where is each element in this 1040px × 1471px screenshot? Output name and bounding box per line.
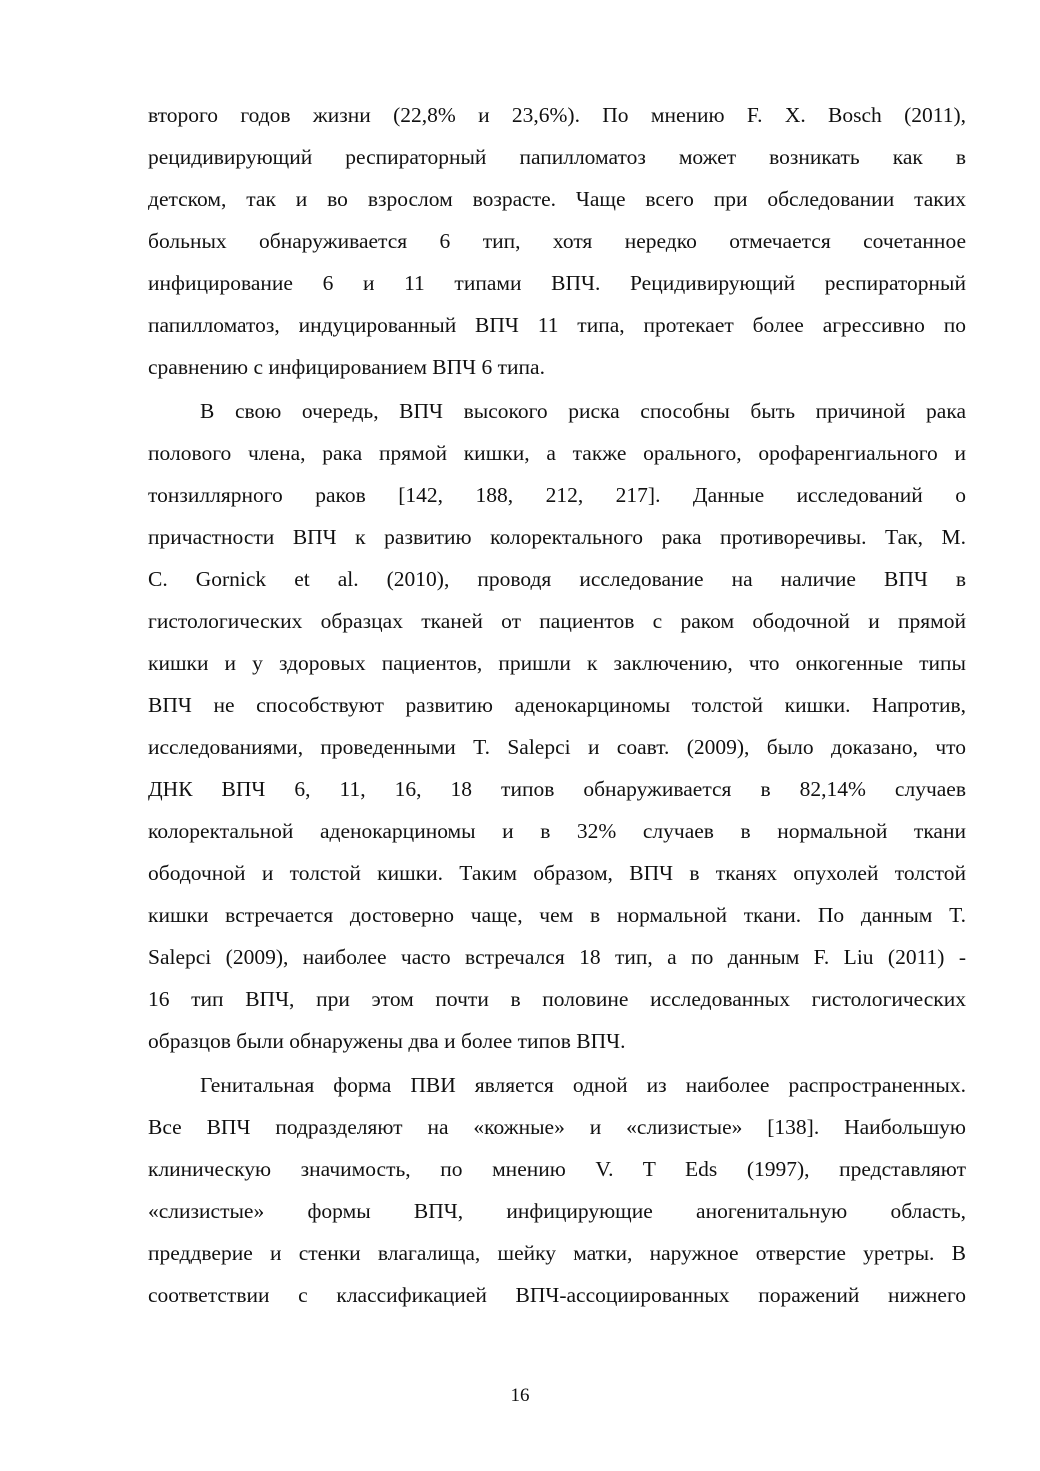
text-line: сравнению с инфицированием ВПЧ 6 типа. xyxy=(148,355,545,379)
text-line: больных обнаруживается 6 тип, хотя нередко отмечается сочетанное xyxy=(148,229,966,253)
text-line: соответствии с классификацией ВПЧ-ассоциированных поражений нижнего xyxy=(148,1283,966,1307)
text-line: ободочной и толстой кишки. Таким образом, ВПЧ в тканях опухолей толстой xyxy=(148,861,966,885)
text-line: Генитальная форма ПВИ является одной из наиболее распространенных. xyxy=(200,1073,966,1097)
text-line: кишки и у здоровых пациентов, пришли к заключению, что онкогенные типы xyxy=(148,651,966,675)
text-line: В свою очередь, ВПЧ высокого риска способны быть причиной рака xyxy=(200,399,966,423)
text-line: образцов были обнаружены два и более типов ВПЧ. xyxy=(148,1029,626,1053)
text-line: 16 тип ВПЧ, при этом почти в половине исследованных гистологических xyxy=(148,987,966,1011)
page-number: 16 xyxy=(510,1385,530,1406)
text-line: клиническую значимость, по мнению V. T Eds (1997), представляют xyxy=(148,1157,966,1181)
text-line: «слизистые» формы ВПЧ, инфицирующие аногенитальную область, xyxy=(148,1199,966,1223)
text-line: кишки встречается достоверно чаще, чем в нормальной ткани. По данным T. xyxy=(148,903,966,927)
text-line: инфицирование 6 и 11 типами ВПЧ. Рецидивирующий респираторный xyxy=(148,271,966,295)
text-line: детском, так и во взрослом возрасте. Чаще всего при обследовании таких xyxy=(148,187,966,211)
text-line: ВПЧ не способствуют развитию аденокарциномы толстой кишки. Напротив, xyxy=(148,693,966,717)
text-line: Salepci (2009), наиболее часто встречался 18 тип, а по данным F. Liu (2011) - xyxy=(148,945,966,969)
text-line: колоректальной аденокарциномы и в 32% случаев в нормальной ткани xyxy=(148,819,966,843)
text-line: второго годов жизни (22,8% и 23,6%). По мнению F. X. Bosch (2011), xyxy=(148,103,966,127)
text-line: папилломатоз, индуцированный ВПЧ 11 типа, протекает более агрессивно по xyxy=(148,313,966,337)
text-line: Все ВПЧ подразделяют на «кожные» и «слизистые» [138]. Наибольшую xyxy=(148,1115,966,1139)
text-line: C. Gornick et al. (2010), проводя исследование на наличие ВПЧ в xyxy=(148,567,966,591)
text-line: преддверие и стенки влагалища, шейку матки, наружное отверстие уретры. В xyxy=(148,1241,966,1265)
text-line: исследованиями, проведенными T. Salepci и соавт. (2009), было доказано, что xyxy=(148,735,966,759)
text-line: гистологических образцах тканей от пациентов с раком ободочной и прямой xyxy=(148,609,966,633)
text-line: ДНК ВПЧ 6, 11, 16, 18 типов обнаруживается в 82,14% случаев xyxy=(148,777,966,801)
text-line: рецидивирующий респираторный папилломатоз может возникать как в xyxy=(148,145,966,169)
text-line: полового члена, рака прямой кишки, а также орального, орофаренгиального и xyxy=(148,441,966,465)
text-line: причастности ВПЧ к развитию колоректального рака противоречивы. Так, M. xyxy=(148,525,966,549)
text-line: тонзиллярного раков [142, 188, 212, 217]. Данные исследований о xyxy=(148,483,966,507)
